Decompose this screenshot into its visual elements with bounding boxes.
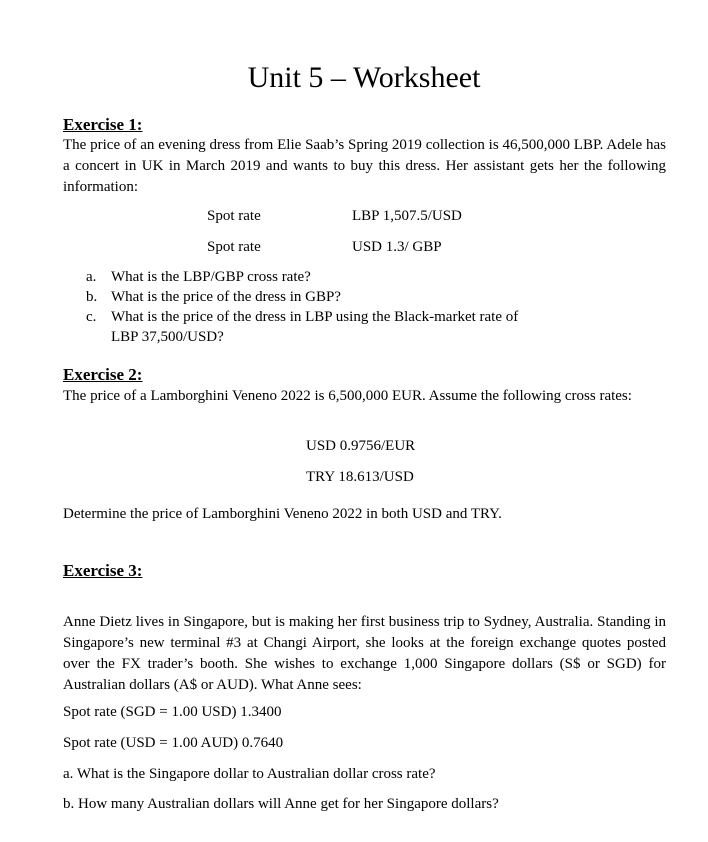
exercise-3-intro: Anne Dietz lives in Singapore, but is making her first business trip to Sydney, Australia. Standing in Singapore’s new terminal #3 at Changi Airport, she looks at the foreign exchange quotes posted over the FX trader’s booth. She wishes to exchange 1,000 Singapore dollars (S$ or SGD) for Australian dollars (A$ or AUD). What Anne sees: [63, 614, 666, 693]
exercise-2-heading: Exercise 2: [63, 365, 143, 384]
exercise-1-heading: Exercise 1: [63, 115, 143, 134]
exercise-2-intro: The price of a Lamborghini Veneno 2022 is 6,500,000 EUR. Assume the following cross rates: [63, 388, 632, 404]
exercise-3-question-b: b. How many Australian dollars will Anne get for her Singapore dollars? [63, 796, 499, 812]
exercise-2-task: Determine the price of Lamborghini Veneno 2022 in both USD and TRY. [63, 506, 502, 522]
exercise-1-rate-1-value: LBP 1,507.5/USD [352, 208, 462, 224]
exercise-2-rate-2: TRY 18.613/USD [306, 469, 414, 485]
page-title: Unit 5 – Worksheet [247, 61, 481, 94]
list-marker: b. [86, 289, 98, 305]
question-text: What is the LBP/GBP cross rate? [111, 269, 311, 285]
exercise-3-heading: Exercise 3: [63, 561, 143, 580]
exercise-1-rate-2-value: USD 1.3/ GBP [352, 239, 442, 255]
exercise-1-intro: The price of an evening dress from Elie Saab’s Spring 2019 collection is 46,500,000 LBP. Adele has a concert in UK in March 2019 and wants to buy this dress. Her assistant gets her the following information: [63, 137, 666, 195]
exercise-2-rate-1: USD 0.9756/EUR [306, 438, 416, 454]
list-marker: a. [86, 269, 97, 285]
exercise-3-spot-rate-2: Spot rate (USD = 1.00 AUD) 0.7640 [63, 735, 284, 751]
exercise-1-rate-1-label: Spot rate [207, 208, 261, 224]
exercise-3-question-a: a. What is the Singapore dollar to Australian dollar cross rate? [63, 766, 436, 782]
exercise-3-spot-rate-1: Spot rate (SGD = 1.00 USD) 1.3400 [63, 704, 282, 720]
question-text: What is the price of the dress in LBP using the Black-market rate of [111, 309, 519, 325]
list-marker: c. [86, 309, 97, 325]
question-text-continued: LBP 37,500/USD? [111, 329, 224, 345]
question-text: What is the price of the dress in GBP? [111, 289, 341, 305]
exercise-1-rate-2-label: Spot rate [207, 239, 261, 255]
